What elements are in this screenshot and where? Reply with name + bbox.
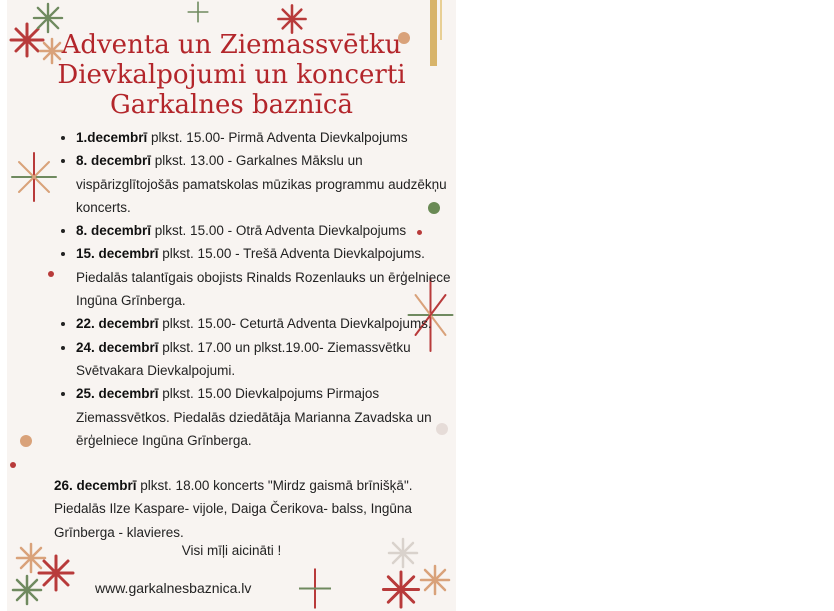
event-text: plkst. 15.00- Ceturtā Adventa Dievkalpojums. (158, 316, 432, 332)
decorative-dot (10, 462, 16, 468)
list-item (76, 149, 456, 219)
snowflake-icon (9, 572, 45, 608)
event-list (55, 126, 456, 452)
event-date: 8. decembrī (76, 153, 152, 169)
event-date: 22. decembrī (76, 316, 159, 332)
event-text: plkst. 15.00 - Otrā Adventa Dievkalpojums (151, 223, 407, 239)
event-text: plkst. 15.00- Pirmā Adventa Dievkalpojums (147, 130, 408, 145)
list-item (76, 382, 456, 452)
event-text: plkst. 15.00 Dievkalpojums Pirmajos Ziemassvētkos. Piedalās dziedātāja Marianna Zavadska un ērģelniece Ingūna Grīnberga. (76, 386, 432, 448)
event-text: plkst. 17.00 un plkst.19.00- Ziemassvētku Svētvakara Dievkalpojumi. (76, 339, 411, 378)
title-line: Dievkalpojumi un koncerti (57, 60, 406, 90)
page-title (7, 30, 456, 120)
list-item (76, 312, 456, 335)
decorative-dot (48, 271, 54, 277)
list-item (76, 126, 456, 149)
poster (7, 0, 456, 611)
title-line: Garkalnes baznīcā (110, 90, 353, 120)
event-date: 8. decembrī (76, 223, 152, 239)
snowflake-icon (417, 562, 453, 598)
website-link[interactable]: www.garkalnesbaznica.lv (95, 580, 252, 596)
star-sparkle-icon (295, 566, 335, 611)
event-text: plkst. 15.00 - Trešā Adventa Dievkalpojums. Piedalās talantīgais obojists Rinalds Rozenlauks un ērģelniece Ingūna Grīnberga. (76, 246, 451, 309)
event-date: 25. decembrī (76, 386, 159, 402)
event-text: plkst. 13.00 - Garkalnes Mākslu un vispārizglītojošās pamatskolas mūzikas programmu audzēkņu koncerts. (76, 153, 447, 215)
event-date: 15. decembrī (76, 246, 159, 262)
invitation-text: Visi mīļi aicināti ! (181, 543, 282, 558)
event-date: 1.decembrī (76, 130, 148, 145)
star-sparkle-icon (183, 0, 213, 24)
event-date: 24. decembrī (76, 339, 159, 355)
last-event (54, 474, 449, 544)
title-line: Adventa un Ziemassvētku (61, 30, 402, 60)
list-item (76, 336, 456, 383)
event-text: plkst. 18.00 koncerts "Mirdz gaismā brīnišķā". Piedalās Ilze Kaspare- vijole, Daiga Čerikova- balss, Ingūna Grīnberga - klavieres. (54, 478, 413, 540)
decorative-dot (20, 435, 32, 447)
snowflake-icon (9, 150, 59, 204)
event-date: 26. decembrī (54, 478, 137, 493)
list-item (76, 242, 456, 312)
list-item (76, 219, 456, 242)
